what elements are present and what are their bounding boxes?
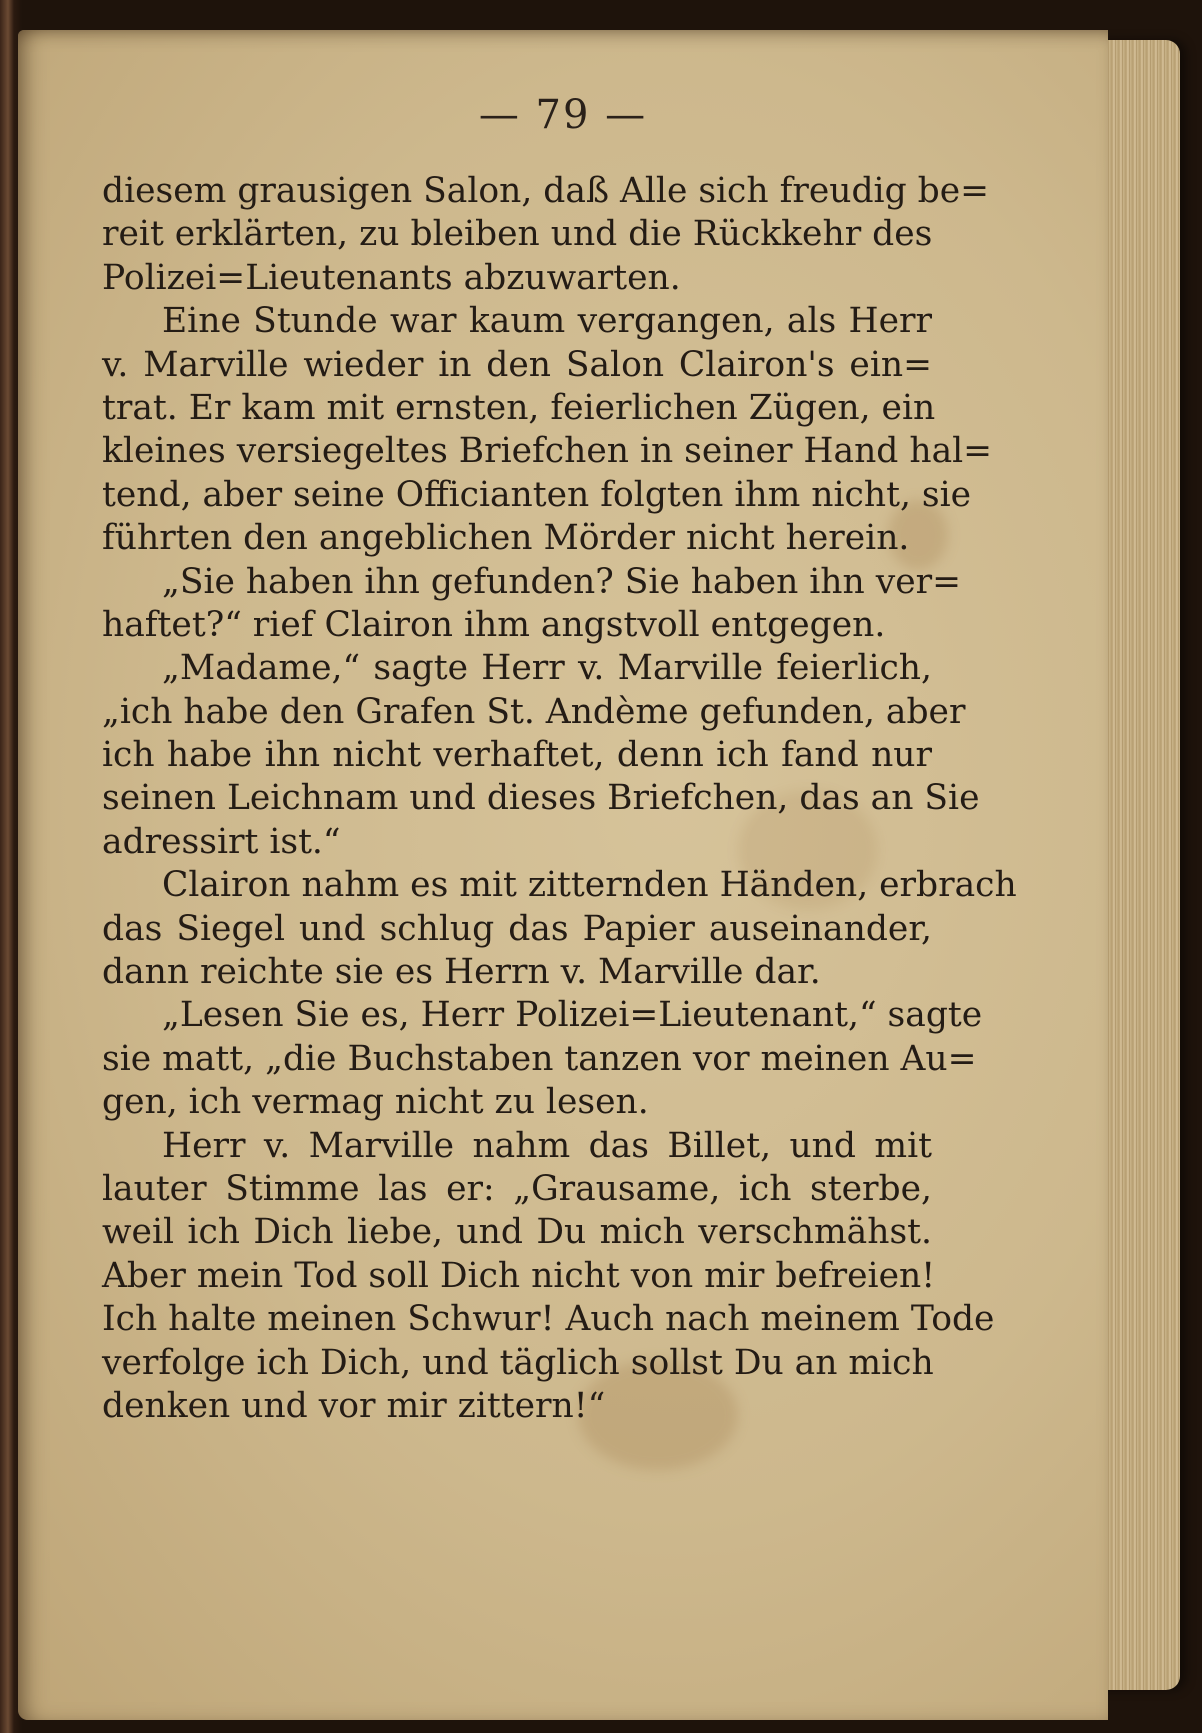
text-line: führten den angeblichen Mörder nicht herein. (102, 518, 910, 559)
text-line: tend, aber seine Officianten folgten ihm nicht, sie (102, 474, 972, 515)
text-line: weil ich Dich liebe, und Du mich verschmähst. (102, 1212, 932, 1253)
page-number: — 79 — (478, 92, 648, 138)
text-line: Herr v. Marville nahm das Billet, und mit (162, 1125, 932, 1166)
text-line: Ich halte meinen Schwur! Auch nach meinem Tode (102, 1299, 995, 1340)
text-line: „Madame,“ sagte Herr v. Marville feierlich, (162, 648, 932, 689)
text-line: sie matt, „die Buchstaben tanzen vor meinen Au= (102, 1038, 977, 1079)
text-line: seinen Leichnam und dieses Briefchen, das an Sie (102, 778, 980, 819)
page-text (102, 170, 1017, 1428)
text-line: reit erklärten, zu bleiben und die Rückkehr des (102, 214, 933, 255)
text-line: trat. Er kam mit ernsten, feierlichen Zügen, ein (102, 387, 936, 428)
text-line: adressirt ist.“ (102, 821, 341, 862)
text-line: Eine Stunde war kaum vergangen, als Herr (162, 301, 932, 342)
text-line: das Siegel und schlug das Papier auseinander, (102, 908, 932, 949)
text-line: „ich habe den Grafen St. Andème gefunden, aber (102, 691, 966, 732)
text-line: Polizei=Lieutenants abzuwarten. (102, 257, 681, 298)
text-line: Aber mein Tod soll Dich nicht von mir befreien! (102, 1255, 936, 1296)
text-line: „Lesen Sie es, Herr Polizei=Lieutenant,“ sagte (162, 995, 983, 1036)
text-line: lauter Stimme las er: „Grausame, ich sterbe, (102, 1168, 932, 1209)
text-line: v. Marville wieder in den Salon Clairon's ein= (102, 344, 932, 385)
text-line: kleines versiegeltes Briefchen in seiner Hand hal= (102, 431, 993, 472)
text-line: denken und vor mir zittern!“ (102, 1385, 606, 1426)
text-line: diesem grausigen Salon, daß Alle sich freudig be= (102, 171, 990, 211)
text-line: gen, ich vermag nicht zu lesen. (102, 1082, 649, 1123)
text-line: ich habe ihn nicht verhaftet, denn ich fand nur (102, 735, 932, 776)
text-line: dann reichte sie es Herrn v. Marville dar. (102, 952, 821, 993)
text-line: Clairon nahm es mit zitternden Händen, erbrach (162, 865, 1017, 906)
text-line: haftet?“ rief Clairon ihm angstvoll entgegen. (102, 604, 886, 645)
text-line: „Sie haben ihn gefunden? Sie haben ihn ver= (162, 561, 962, 602)
text-line: verfolge ich Dich, und täglich sollst Du an mich (102, 1342, 934, 1383)
